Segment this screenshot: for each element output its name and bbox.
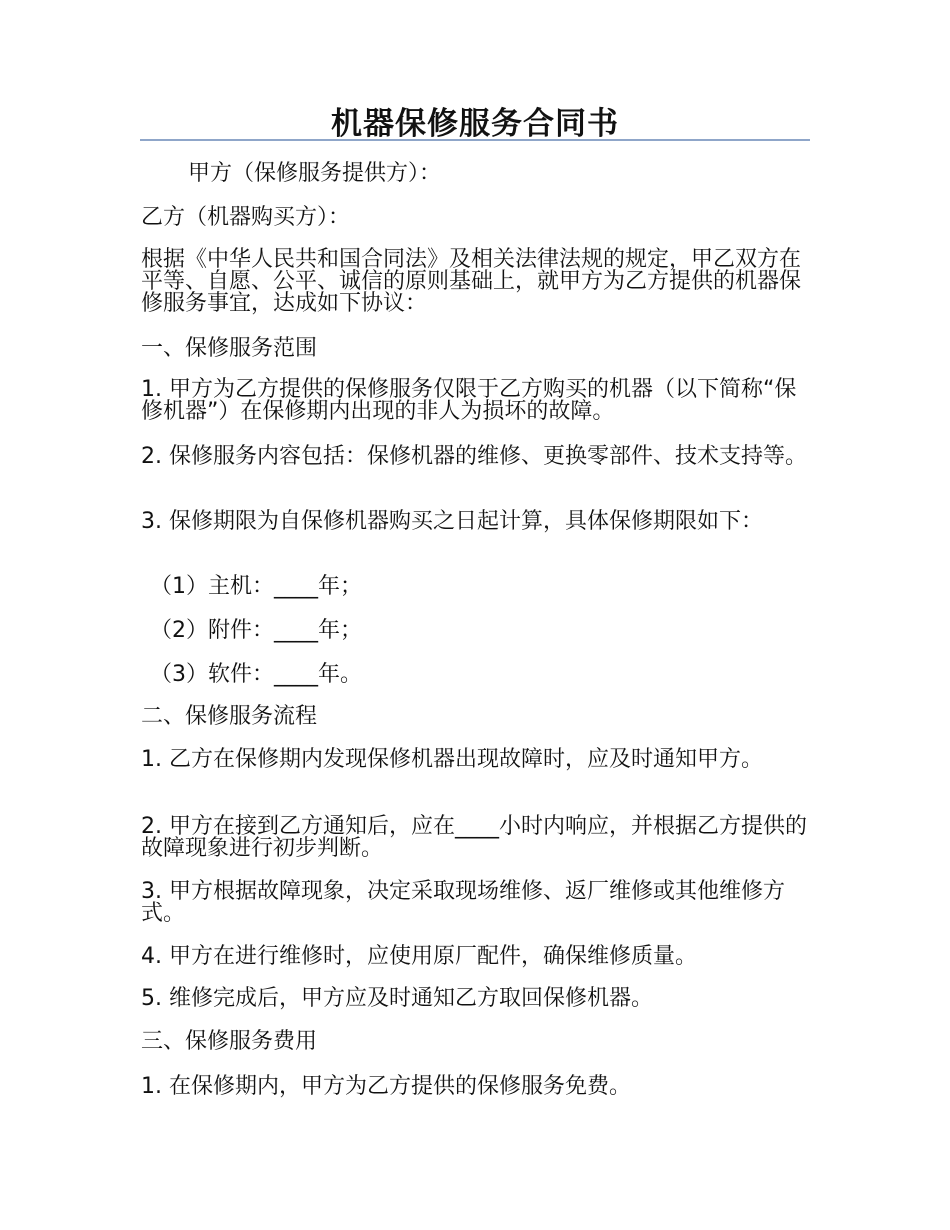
section1-clause-1: 1. 甲方为乙方提供的保修服务仅限于乙方购买的机器（以下简称“保修机器”）在保修期内出现的非人为损坏的故障。 (141, 377, 797, 424)
section1-clause-2: 2. 保修服务内容包括：保修机器的维修、更换零部件、技术支持等。 (141, 444, 807, 469)
section2-heading: 二、保修服务流程 (141, 704, 318, 729)
section1-clause-3: 3. 保修期限为自保修机器购买之日起计算，具体保修期限如下： (141, 509, 763, 534)
preamble-paragraph: 根据《中华人民共和国合同法》及相关法律法规的规定，甲乙双方在平等、自愿、公平、诚信的原则基础上，就甲方为乙方提供的机器保修服务事宜，达成如下协议： (141, 247, 802, 316)
warranty-item-accessory: （2）附件：____年； (150, 618, 362, 643)
section2-clause-1: 1. 乙方在保修期内发现保修机器出现故障时，应及时通知甲方。 (141, 747, 763, 772)
party-a-line: 甲方（保修服务提供方）： (188, 161, 442, 186)
section2-clause-5: 5. 维修完成后，甲方应及时通知乙方取回保修机器。 (141, 986, 653, 1011)
section2-clause-2: 2. 甲方在接到乙方通知后，应在____小时内响应，并根据乙方提供的故障现象进行初步判断。 (141, 814, 807, 861)
section3-clause-1: 1. 在保修期内，甲方为乙方提供的保修服务免费。 (141, 1074, 631, 1099)
section1-heading: 一、保修服务范围 (141, 336, 318, 361)
section2-clause-3: 3. 甲方根据故障现象，决定采取现场维修、返厂维修或其他维修方式。 (141, 879, 785, 926)
warranty-item-host: （1）主机：____年； (150, 574, 362, 599)
party-b-line: 乙方（机器购买方）： (141, 205, 351, 230)
document-title: 机器保修服务合同书 (331, 106, 619, 142)
section3-heading: 三、保修服务费用 (141, 1029, 318, 1054)
title-underline (140, 139, 810, 141)
section2-clause-4: 4. 甲方在进行维修时，应使用原厂配件，确保维修质量。 (141, 944, 697, 969)
warranty-item-software: （3）软件：____年。 (150, 662, 362, 687)
